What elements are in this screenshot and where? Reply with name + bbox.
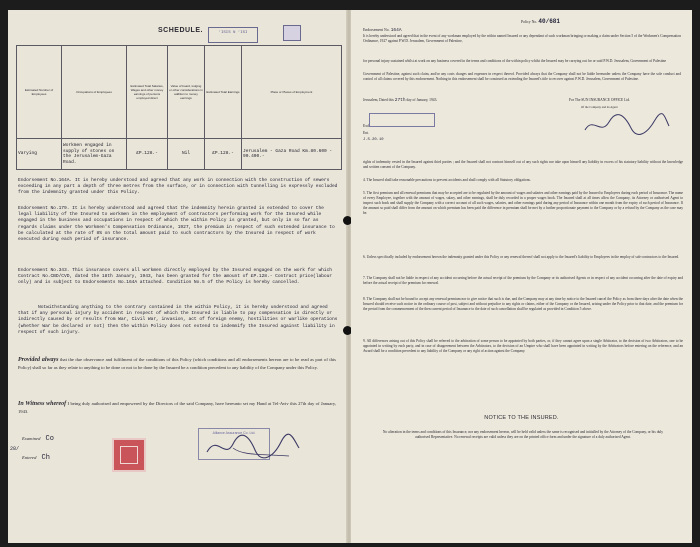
- stamp-small: [283, 25, 301, 41]
- col-board: Value of board, lodging or other considerations in addition to money earnings: [168, 46, 205, 139]
- row-salaries: £P.128.-: [127, 139, 168, 170]
- dated-day: 27th: [394, 98, 406, 103]
- col-occupations: Occupations of Employees: [62, 46, 127, 139]
- endorsement-war-exclusion: Notwithstanding anything to the contrary contained in the within Policy, it is hereby understood and agreed that if any personal injury by accident in respect of which the Insured is liable to pay compensation is directly or indirectly caused by or results from War, Civil War, invasion, act of foreign enemy, hostilities or warlike operations (whether War be declared or not) then the within Policy does not extend to indemnify the Insured against liability in respect of such injury.: [18, 305, 338, 335]
- endorsement-no-value: 164A: [390, 28, 402, 33]
- provided-label: Provided always: [18, 357, 59, 363]
- endorsement-intro-3: Government of Palestine, against such claim, and/or any costs charges and expenses in respect thereof. Provided always that the Company shall not be liable hereunder unless the Company have the sole conduct and control of all claims covered by this endorsement. Nothing in this endorsement shall be construed as extending the Insured's title to recover against P.W.D. Jerusalem, Government of Palestine.: [363, 72, 681, 81]
- endorsement-343: Endorsement No.343. This insurance covers all workmen directly employed by the Insured engaged on the work for which Contract No.CBD/CVD, dated the 18th January, 1943, has been granted for the amount of £P.128.- Contract price(labour only) and is subject to Endorsements No.164A attached. Condition No.5 of the Policy is hereby cancelled.: [18, 268, 332, 286]
- margin-mark: 28/: [10, 446, 20, 452]
- endorsement-intro: It is hereby understood and agreed that in the event of any workman employed by the within named Insured or any dependant of such workman bringing or making a claim under Section 5 of the Workmen's Compensation Ordinance, 1927 against P.W.D. Jerusalem, Government of Palestine,: [363, 34, 681, 43]
- entered-label: Entered: [22, 455, 37, 460]
- endorsement-164a: Endorsement No.164A. It is hereby understood and agreed that any work in connection with the construction of sewers exceeding in any part a depth of three metres from the surface, or in connection with tunnelling is expressly excluded from the indemnity granted under this Policy.: [18, 178, 338, 196]
- schedule-row: [17, 139, 342, 170]
- stamp-top: [208, 27, 258, 43]
- company-line-2: Of the Company and its Agent: [581, 105, 618, 109]
- endorsement-number: [363, 26, 402, 34]
- signature-icon: [581, 110, 671, 140]
- provided-text: that the due observance and fulfilment of the conditions of this Policy (which conditions and all endorsements hereon are to be read as part of this Policy) shall so far as they relate to anything to be done or not to be done by the Insured be a condition precedent to any liability of the Company under this Policy.: [18, 357, 336, 370]
- row-total: £P.128.-: [205, 139, 242, 170]
- schedule-table: [16, 45, 342, 170]
- row-employees: Varying: [17, 139, 62, 170]
- dated-line: [363, 98, 563, 103]
- ent-label: Ent.: [363, 131, 369, 135]
- schedule-header-row: [17, 46, 342, 139]
- witness-label: In Witness whereof: [18, 401, 67, 407]
- witness-text: I being duly authorised and empowered by the Directors of the said Company, have hereunto set my Hand at Tel-Aviv this 27th day of January, 1943.: [18, 401, 337, 414]
- examined-label: Examined: [22, 436, 41, 441]
- dated-label: Jerusalem, Dated this: [363, 98, 394, 102]
- left-page: [8, 10, 348, 543]
- clause-3-tail: rights of indemnity vested in the Insured against third parties ; and the Insured shall not contract himself out of any such rights nor take upon himself any liability in excess of his statutory liability without the knowledge and written consent of the Company.: [363, 160, 683, 169]
- signature-icon: [203, 430, 303, 464]
- policy-no-label: Policy No.: [521, 20, 538, 24]
- col-salaries: Estimated Total Salaries, Wages and other money earnings of persons employed direct: [127, 46, 168, 139]
- col-employees: Estimated Number of Employees: [17, 46, 62, 139]
- witness-clause: [18, 400, 336, 415]
- col-total: Estimated Total Earnings: [205, 46, 242, 139]
- clause-8: 8. The Company shall not be bound to accept any renewal premium nor to give notice that such is due, and the Company may at any time by notice to the Insured cancel the Policy as from three days after the date when the Insured should receive such notice in the ordinary course of post, subject and without prejudice to any rights or claims, either of the Company or the Insured, arising under the Policy prior to that date, and the premium for the period from the commencement of the then current period of Insurance to the date of such cancellation shall be regulated as provided in Condition 5 above.: [363, 297, 683, 311]
- clause-7: 7. The Company shall not be liable in respect of any accident occurring before the actual receipt of the premium by the Company or its authorised Agents or in respect of any accident occurring after the date of expiry and before the actual receipt of the premium for renewal.: [363, 276, 683, 285]
- signature-stamp-text: Alliance Assurance Co. Ltd.: [212, 431, 256, 435]
- row-occupation: Workmen engaged in supply of stones on the Jerusalem-Gaza Road.: [62, 139, 127, 170]
- provided-clause: [18, 356, 336, 371]
- right-stamp: [369, 113, 435, 127]
- entered-field: [22, 454, 50, 462]
- notice-title: NOTICE TO THE INSURED.: [484, 415, 559, 421]
- examined-field: [22, 435, 54, 443]
- schedule-title: SCHEDULE.: [158, 27, 203, 34]
- company-line: For The SUN INSURANCE OFFICE Ltd.: [569, 98, 631, 102]
- right-page: [351, 10, 692, 543]
- notice-text: No alteration in the terms and conditions of this Insurance, nor any endorsement hereon, will be held valid unless the same is recognised and initialled by the Attorney of the Company, or his duly authorised Representative. No renewal receipts are valid unless they are on the printed office form and under the signature of a duly authorised Agent.: [382, 430, 664, 439]
- dated-rest: day of January, 1943.: [406, 98, 438, 102]
- document-scan: [8, 10, 692, 543]
- row-board: Nil: [168, 139, 205, 170]
- reference: J.S.20.10: [363, 138, 384, 142]
- clause-5: 5. The first premium and all renewal premiums that may be accepted are to be regulated by the amount of wages and salaries and other earnings paid by the Insured to Employees during each period of Insurance. The name of every Employee, together with the amount of wages, salary, and other earnings, shall be duly recorded in a proper wages book. The Insured shall at all times allow the Company, its Attorney or authorised Agent to inspect such book and shall supply the Company with a correct account of all such wages, salaries, and other earnings paid during any period of Insurance within one month from the expiry of such period of Insurance. If the amount so paid shall differ from the amount on which premium has been paid the difference in premium shall be met by a further proportionate payment to the Company or by a refund by the Company as the case may be.: [363, 191, 683, 215]
- endorsement-no-label: Endorsement No.: [363, 28, 390, 32]
- clause-9: 9. All differences arising out of this Policy shall be referred to the arbitration of some person to be appointed by both parties, or, if they cannot agree upon a single Arbitrator, to the decision of two Arbitrators, one to be appointed in writing by each party, and in case of disagreement between the Arbitrators, to the decision of an Umpire who shall have been appointed in writing by the Arbitrators before entering on the reference, and an Award shall be a condition precedent to any liability of the Company or any right of action against the Company.: [363, 339, 683, 353]
- clause-4: 4. The Insured shall take reasonable precautions to prevent accidents and shall comply with all Statutory obligations.: [363, 178, 531, 182]
- col-place: Place or Places of Employment: [242, 46, 342, 139]
- policy-no-value: 40/681: [538, 18, 561, 25]
- endorsement-intro-2: for personal injury sustained whilst at work on any business covered in the terms and conditions of the within policy whilst the Insured may be carrying out for or said P.W.D. Jerusalem, Government of Palestine: [363, 59, 667, 63]
- policy-number: [521, 18, 560, 26]
- revenue-stamp-icon: [112, 438, 146, 472]
- exd-label: Exd.: [363, 124, 370, 128]
- row-place: Jerusalem - Gaza Road Km.80.600 - 90.400.-: [242, 139, 342, 170]
- examined-value: Co: [45, 435, 54, 443]
- stamp-top-text: 'ISIS N 'ISI: [218, 31, 248, 35]
- endorsement-179: Endorsement No.179. It is hereby understood and agreed that the indemnity herein granted is extended to cover the legal liability of the Insured to workmen in the employment of contractors performing work for the Insured while engaged in the business and occupations in respect of which the within Policy is granted, but only in so far as regards claims under the Workmen's Compensation Ordinance, 1927, the premium in respect of such extended insurance to be calculated at the rate of 8% on the total amount paid to such contractors by the Insured in respect of work executed during each period of insurance.: [18, 206, 335, 243]
- clause-6: 6. Unless specifically included by endorsement hereon the indemnity granted under this Policy or any renewal thereof shall not apply to the Insured's liability to Employees in the employ of sub-contractors to the Insured.: [363, 255, 680, 259]
- entered-value: Ch: [41, 454, 50, 462]
- revenue-stamp-frame: [120, 446, 138, 464]
